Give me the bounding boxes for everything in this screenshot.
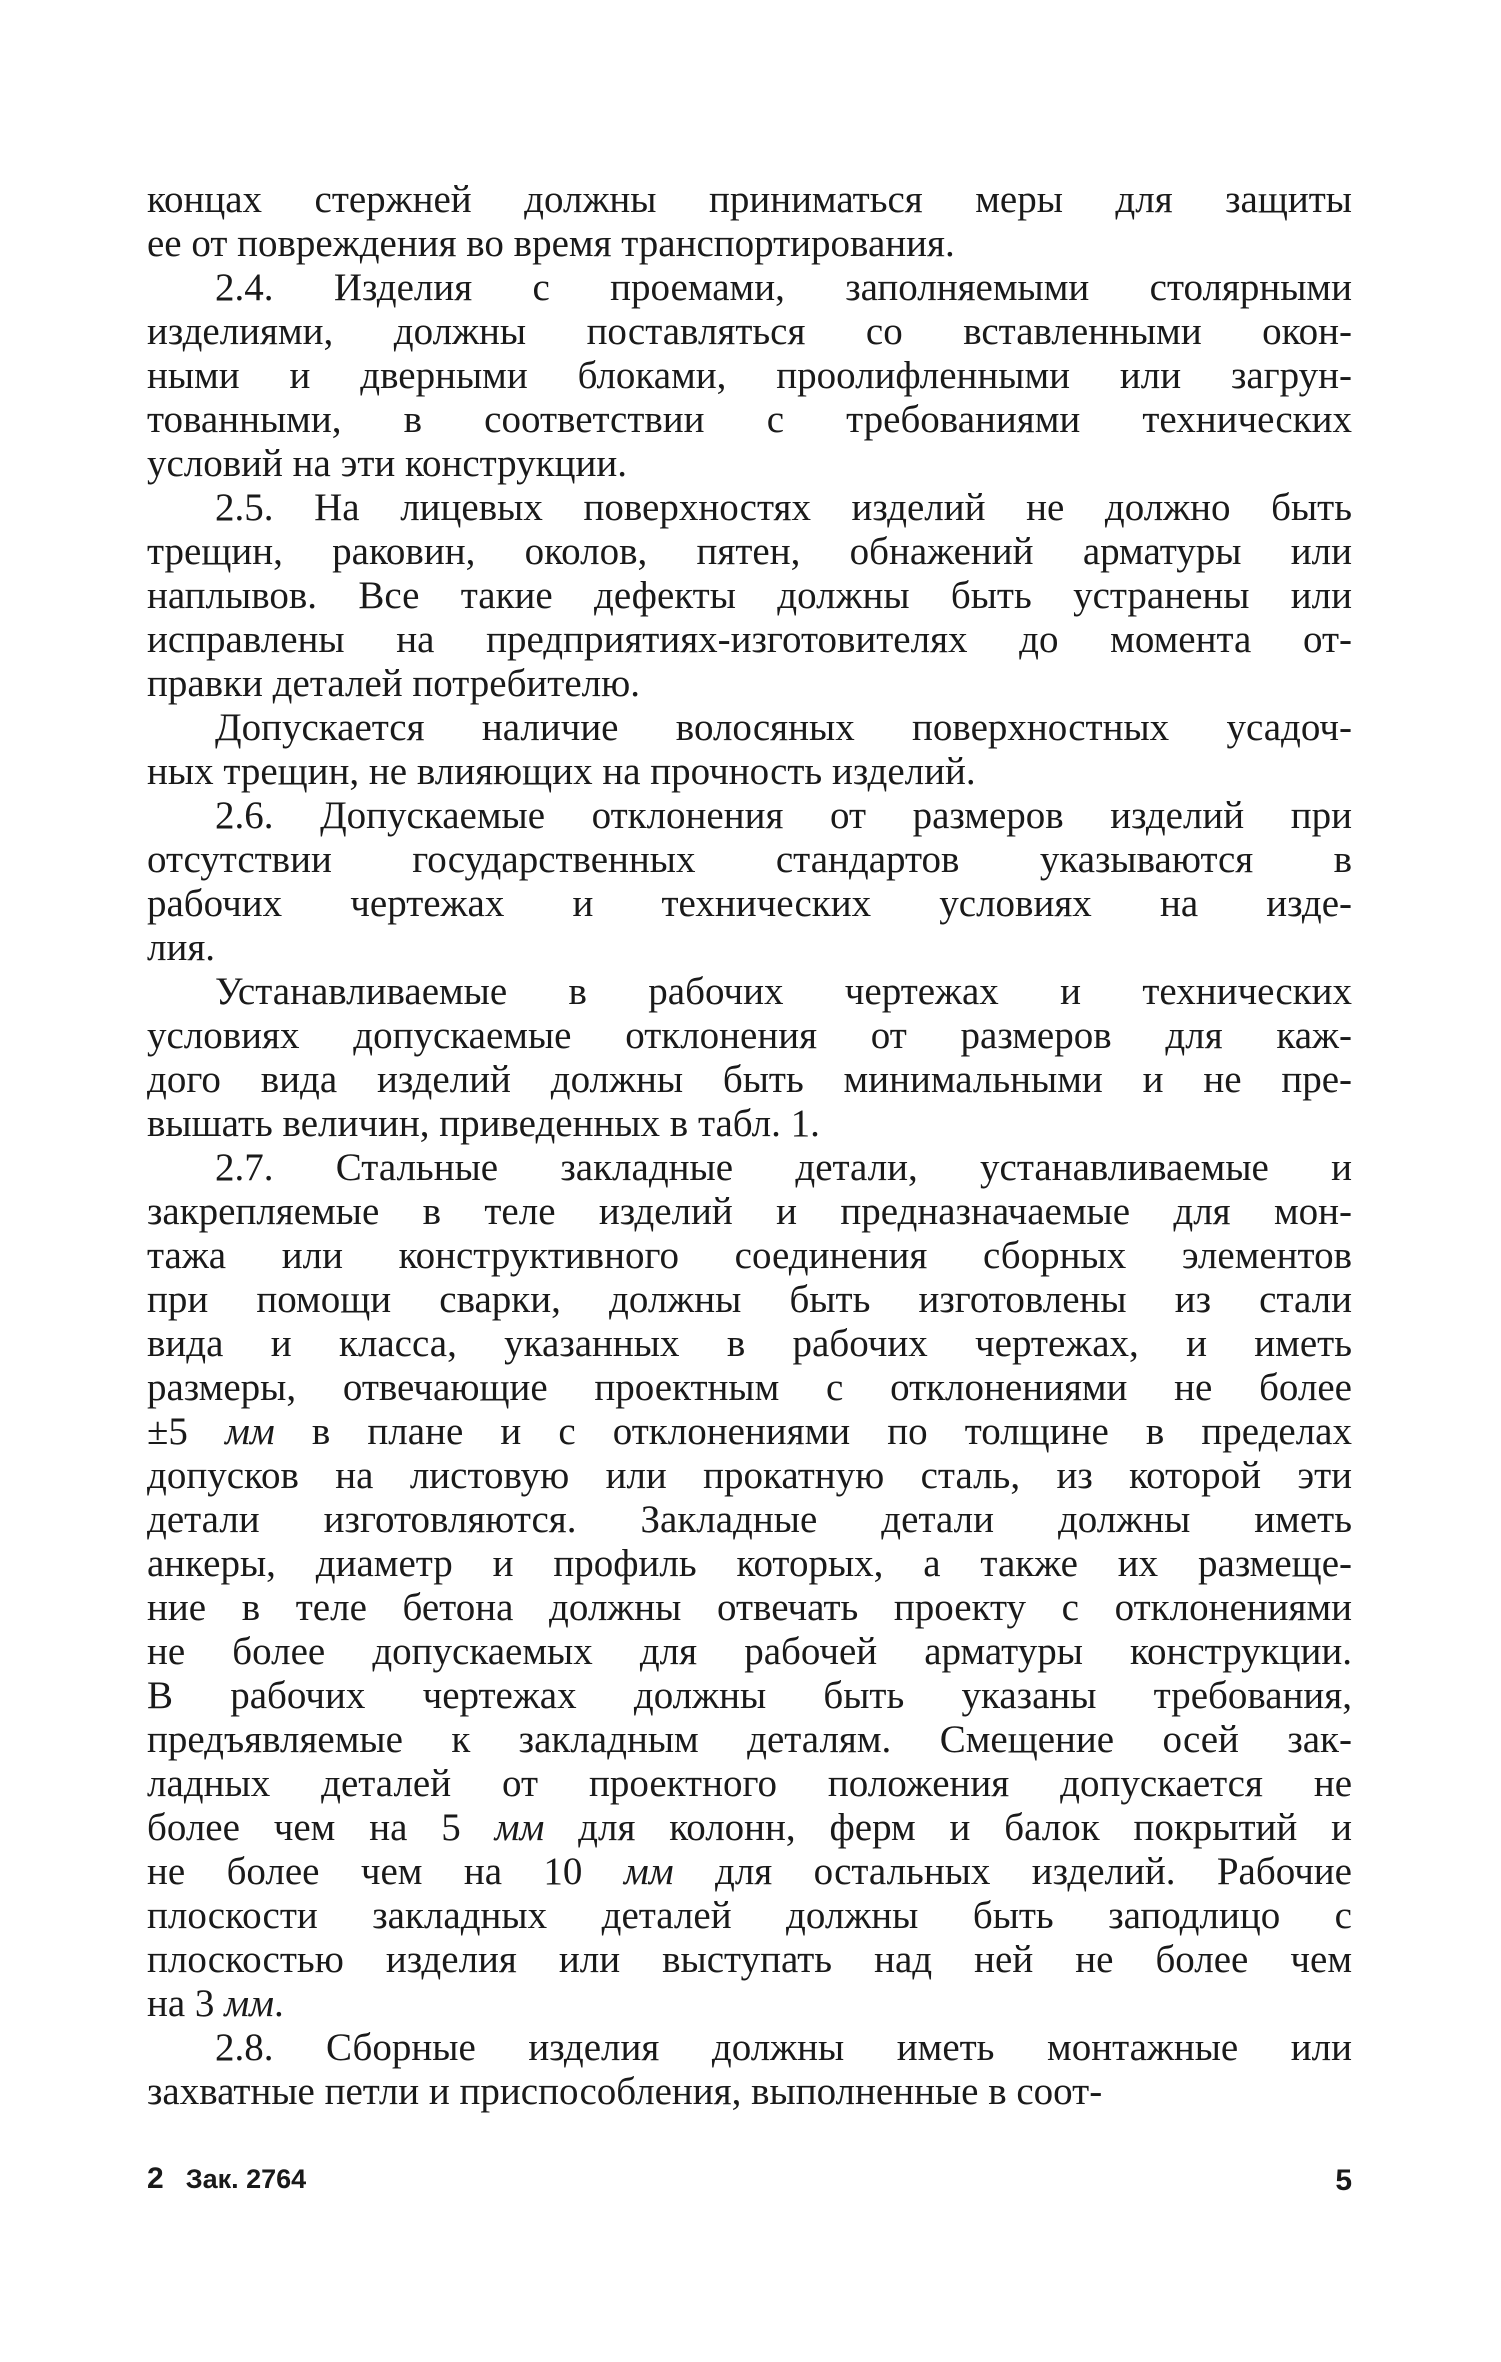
paragraph-p-2-3-tail xyxy=(147,178,1352,266)
page-footer xyxy=(147,2158,1352,2198)
paragraph-p-2-6-b xyxy=(147,970,1352,1146)
text-line: не более чем на 10 мм для остальных изделий. Рабочие xyxy=(147,1850,1352,1893)
text-line: 2.7. Стальные закладные детали, устанавливаемые и xyxy=(215,1146,1352,1189)
text-line: более чем на 5 мм для колонн, ферм и балок покрытий и xyxy=(147,1806,1352,1849)
text-line: тованными, в соответствии с требованиями технических xyxy=(147,398,1352,441)
paragraph-p-2-5-b xyxy=(147,706,1352,794)
text-line: исправлены на предприятиях-изготовителях до момента от- xyxy=(147,618,1352,661)
text-line: концах стержней должны приниматься меры для защиты xyxy=(147,178,1352,221)
text-line: В рабочих чертежах должны быть указаны требования, xyxy=(147,1674,1352,1717)
text-line: плоскостью изделия или выступать над ней не более чем xyxy=(147,1938,1352,1981)
text-line: вышать величин, приведенных в табл. 1. xyxy=(147,1102,820,1145)
text-line: закрепляемые в теле изделий и предназначаемые для мон- xyxy=(147,1190,1352,1233)
text-line: 2.6. Допускаемые отклонения от размеров изделий при xyxy=(215,794,1352,837)
text-line: дого вида изделий должны быть минимальными и не пре- xyxy=(147,1058,1352,1101)
page-number: 5 xyxy=(1335,2164,1352,2197)
text-line: не более допускаемых для рабочей арматуры конструкции. xyxy=(147,1630,1352,1673)
text-line: при помощи сварки, должны быть изготовлены из стали xyxy=(147,1278,1352,1321)
text-line: ладных деталей от проектного положения допускается не xyxy=(147,1762,1352,1805)
paragraph-p-2-8 xyxy=(147,2026,1352,2114)
text-line: лия. xyxy=(147,926,216,969)
text-line: рабочих чертежах и технических условиях на изде- xyxy=(147,882,1352,925)
paragraph-p-2-6 xyxy=(147,794,1352,970)
order-number: Зак. 2764 xyxy=(185,2164,307,2194)
text-line: 2.5. На лицевых поверхностях изделий не должно быть xyxy=(215,486,1352,529)
text-line: трещин, раковин, околов, пятен, обнажений арматуры или xyxy=(147,530,1352,573)
text-line: на 3 мм. xyxy=(147,1982,284,2025)
paragraph-p-2-5 xyxy=(147,486,1352,706)
text-line: условий на эти конструкции. xyxy=(147,442,627,485)
text-line: допусков на листовую или прокатную сталь, из которой эти xyxy=(147,1454,1352,1497)
text-line: Допускается наличие волосяных поверхностных усадоч- xyxy=(215,706,1352,749)
text-line: наплывов. Все такие дефекты должны быть устранены или xyxy=(147,574,1352,617)
text-line: вида и класса, указанных в рабочих чертежах, и иметь xyxy=(147,1322,1352,1365)
text-line: захватные петли и приспособления, выполненные в соот- xyxy=(147,2070,1103,2113)
text-line: предъявляемые к закладным деталям. Смещение осей зак- xyxy=(147,1718,1352,1761)
text-line: 2.8. Сборные изделия должны иметь монтажные или xyxy=(215,2026,1352,2069)
signature-mark: 2 xyxy=(147,2162,164,2195)
text-line: условиях допускаемые отклонения от размеров для каж- xyxy=(147,1014,1352,1057)
document-page xyxy=(147,178,1352,2114)
text-line: анкеры, диаметр и профиль которых, а также их размеще- xyxy=(147,1542,1352,1585)
text-line: 2.4. Изделия с проемами, заполняемыми столярными xyxy=(215,266,1352,309)
text-line: детали изготовляются. Закладные детали должны иметь xyxy=(147,1498,1352,1541)
text-line: отсутствии государственных стандартов указываются в xyxy=(147,838,1352,881)
text-line: изделиями, должны поставляться со вставленными окон- xyxy=(147,310,1352,353)
text-line: ее от повреждения во время транспортирования. xyxy=(147,222,955,265)
text-line: тажа или конструктивного соединения сборных элементов xyxy=(147,1234,1352,1277)
text-line: правки деталей потребителю. xyxy=(147,662,640,705)
text-line: ными и дверными блоками, проолифленными или загрун- xyxy=(147,354,1352,397)
text-line: ных трещин, не влияющих на прочность изделий. xyxy=(147,750,976,793)
text-line: размеры, отвечающие проектным с отклонениями не более xyxy=(147,1366,1352,1409)
text-line: ±5 мм в плане и с отклонениями по толщине в пределах xyxy=(147,1410,1352,1453)
text-line: Устанавливаемые в рабочих чертежах и технических xyxy=(215,970,1352,1013)
paragraph-p-2-4 xyxy=(147,266,1352,486)
print-order-note xyxy=(147,2162,306,2196)
paragraph-p-2-7 xyxy=(147,1146,1352,2026)
text-line: ние в теле бетона должны отвечать проекту с отклонениями xyxy=(147,1586,1352,1629)
text-line: плоскости закладных деталей должны быть заподлицо с xyxy=(147,1894,1352,1937)
